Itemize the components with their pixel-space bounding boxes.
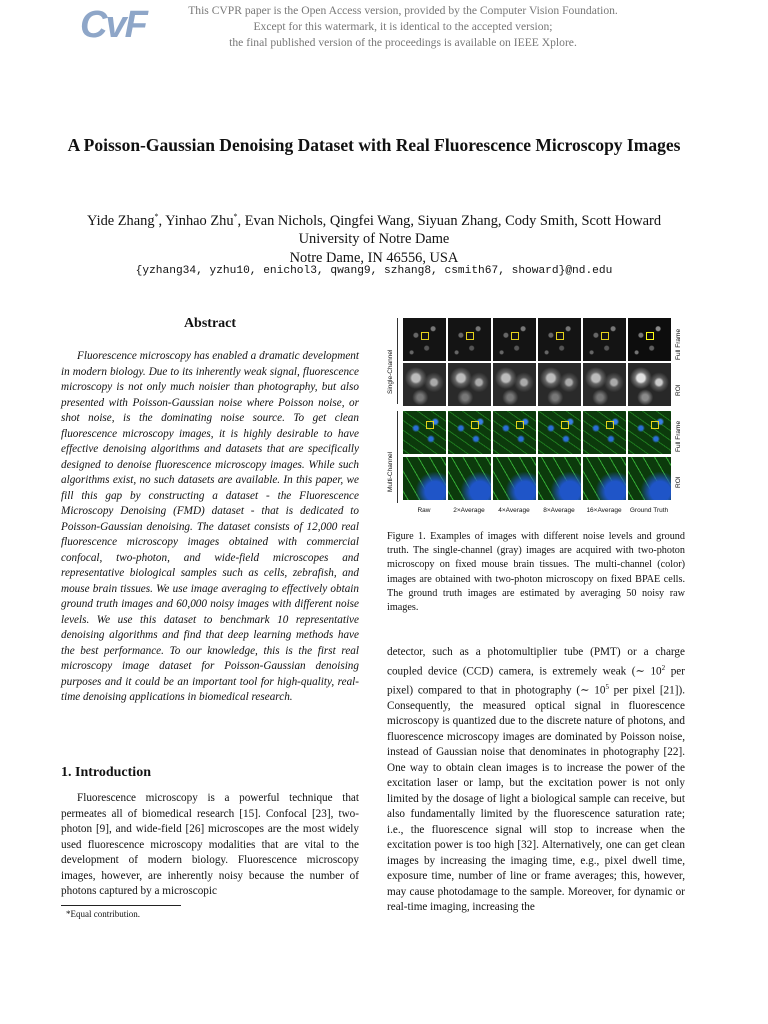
abstract-heading: Abstract xyxy=(183,316,237,331)
roi-marker xyxy=(511,332,519,340)
roi-marker xyxy=(601,332,609,340)
single-channel-roi-image xyxy=(403,363,446,406)
roi-marker xyxy=(561,421,569,429)
roi-marker xyxy=(646,332,654,340)
introduction-heading: 1. Introduction xyxy=(61,765,151,780)
row-label-full-frame: Full Frame xyxy=(675,328,682,360)
body-text-part: per pixel) compared to that in photography (∼ 10 xyxy=(387,665,685,697)
cvf-logo: CvF xyxy=(80,4,146,46)
single-channel-roi-image xyxy=(628,363,671,406)
column-label: 8×Average xyxy=(543,507,575,514)
equal-contribution-mark: * xyxy=(233,212,238,221)
watermark-line: Except for this watermark, it is identical to the accepted version; xyxy=(253,20,553,33)
group-bracket xyxy=(397,411,398,503)
figure-1 xyxy=(385,316,688,516)
open-access-watermark xyxy=(150,3,656,51)
address: Notre Dame, IN 46556, USA xyxy=(289,249,459,266)
column-label: Ground Truth xyxy=(629,507,669,514)
roi-marker xyxy=(516,421,524,429)
single-channel-roi-image xyxy=(448,363,491,406)
watermark-line: This CVPR paper is the Open Access version, provided by the Computer Vision Foundation. xyxy=(188,4,618,17)
author-emails: {yzhang34, yzhu10, enichol3, qwang9, szhang8, csmith67, showard}@nd.edu xyxy=(135,265,613,277)
author-block xyxy=(60,208,688,267)
group-label-multi-channel: Multi-Channel xyxy=(387,451,394,492)
multi-channel-roi-image xyxy=(538,457,581,500)
multi-channel-roi-image xyxy=(493,457,536,500)
author-name: Yide Zhang xyxy=(86,212,155,229)
footnote: *Equal contribution. xyxy=(66,909,140,919)
multi-channel-roi-image xyxy=(583,457,626,500)
roi-marker xyxy=(606,421,614,429)
column-label: Raw xyxy=(417,507,431,514)
multi-channel-full-frame-image xyxy=(448,411,491,454)
exponent: 2 xyxy=(661,663,666,672)
column-label: 2×Average xyxy=(453,507,485,514)
row-label-roi: ROI xyxy=(675,476,682,488)
multi-channel-full-frame-image xyxy=(583,411,626,454)
equal-contribution-mark: * xyxy=(154,212,159,221)
column-label: 4×Average xyxy=(498,507,530,514)
roi-marker xyxy=(471,421,479,429)
roi-marker xyxy=(556,332,564,340)
row-label-full-frame: Full Frame xyxy=(675,420,682,452)
introduction-text: Fluorescence microscopy is a powerful technique that permeates all of biomedical research [15]. Confocal [23], two-photon [9], and wide-field [26] microscopes are the most widely used fluorescence microscopy modalities that are vital to the development of modern biology. Fluorescence microscopy images, however, are inherently noisy because the number of photons captured by a microscopic xyxy=(61,792,359,897)
column-label: 16×Average xyxy=(586,507,622,514)
single-channel-full-frame-image xyxy=(538,318,581,361)
author-list: Yide Zhang*, Yinhao Zhu*, Evan Nichols, Qingfei Wang, Siyuan Zhang, Cody Smith, Scott Howard xyxy=(86,212,662,229)
multi-channel-roi-image xyxy=(628,457,671,500)
multi-channel-full-frame-image xyxy=(403,411,446,454)
single-channel-roi-image xyxy=(493,363,536,406)
single-channel-full-frame-image xyxy=(628,318,671,361)
row-label-roi: ROI xyxy=(675,384,682,396)
abstract-text: Fluorescence microscopy has enabled a dramatic development in modern biology. Due to its inherently weak signal, fluorescence microscopy is not only much noisier than photography, but also presented with Poisson-Gaussian noise where Poisson noise, or shot noise, is the dominating noise source. To get clean fluorescence microscopy images, it is highly desirable to have effective denoising algorithms and datasets that are specifically designed to denoise fluorescence microscopy images. While such algorithms exist, no such datasets are available. In this paper, we fill this gap by constructing a dataset - the Fluorescence Microscopy Denoising (FMD) dataset - that is dedicated to Poisson-Gaussian denoising. The dataset consists of 12,000 real fluorescence microscopy images obtained with commercial confocal, two-photon, and wide-field microscopes and representative biological samples such as cells, zebrafish, and mouse brain tissues. We use image averaging to effectively obtain ground truth images and 60,000 noisy images with different noise levels. We use this dataset to benchmark 10 representative denoising algorithms and find that deep learning methods have the best performance. To our knowledge, this is the first real microscopy image dataset for Poisson-Gaussian denoising purposes and it could be an important tool for high-quality, real-time denoising applications in biomedical research. xyxy=(61,350,359,703)
single-channel-full-frame-image xyxy=(403,318,446,361)
multi-channel-roi-image xyxy=(403,457,446,500)
footnote-divider xyxy=(61,905,181,906)
body-text-part: detector, such as a photomultiplier tube (PMT) or a charge coupled device (CCD) camera, is extremely weak (∼ 10 xyxy=(387,646,685,678)
paper-title: A Poisson-Gaussian Denoising Dataset with Real Fluorescence Microscopy Images xyxy=(67,135,681,155)
body-text xyxy=(387,645,685,916)
single-channel-full-frame-image xyxy=(583,318,626,361)
affiliation: University of Notre Dame xyxy=(298,231,450,248)
single-channel-full-frame-image xyxy=(493,318,536,361)
figure-caption: Figure 1. Examples of images with different noise levels and ground truth. The single-channel (gray) images are acquired with two-photon microscopy on fixed mouse brain tissues. The multi-channel (color) images are obtained with two-photon microscopy on fixed BPAE cells. The ground truth images are estimated by averaging 50 noisy raw images. xyxy=(387,531,685,614)
roi-marker xyxy=(426,421,434,429)
single-channel-full-frame-image xyxy=(448,318,491,361)
roi-marker xyxy=(651,421,659,429)
single-channel-roi-image xyxy=(538,363,581,406)
multi-channel-full-frame-image xyxy=(628,411,671,454)
roi-marker xyxy=(421,332,429,340)
watermark-line: the final published version of the proceedings is available on IEEE Xplore. xyxy=(229,36,577,49)
single-channel-roi-image xyxy=(583,363,626,406)
exponent: 5 xyxy=(605,682,609,691)
group-label-single-channel: Single-Channel xyxy=(387,349,394,394)
group-bracket xyxy=(397,318,398,404)
roi-marker xyxy=(466,332,474,340)
author-name: Yinhao Zhu xyxy=(165,212,234,229)
body-text-part: per pixel [21]). Consequently, the measured optical signal in fluorescence microscopy is quantized due to the discrete nature of photons, and fluorescence microscopy images are dominated by Poisson noise, instead of Gaussian noise that denominates in photography [22]. One way to obtain clean images is to increase the power of the excitation laser or lamp, but the excitation power is not only limited by the dosage of light a biological sample can receive, but also fundamentally limited by the fluorescence saturation rate; i.e., the fluorescence signal will stop to increase when the excitation power is too high [32]. Alternatively, one can get clean images by increasing the imaging time, e.g., pixel dwell time, exposure time, number of line or frame averages; this, however, may cause photodamage to the sample. Moreover, for dynamic or real-time imaging, increasing the xyxy=(387,684,685,914)
multi-channel-roi-image xyxy=(448,457,491,500)
author-names: Evan Nichols, Qingfei Wang, Siyuan Zhang, Cody Smith, Scott Howard xyxy=(244,212,662,229)
multi-channel-full-frame-image xyxy=(493,411,536,454)
multi-channel-full-frame-image xyxy=(538,411,581,454)
